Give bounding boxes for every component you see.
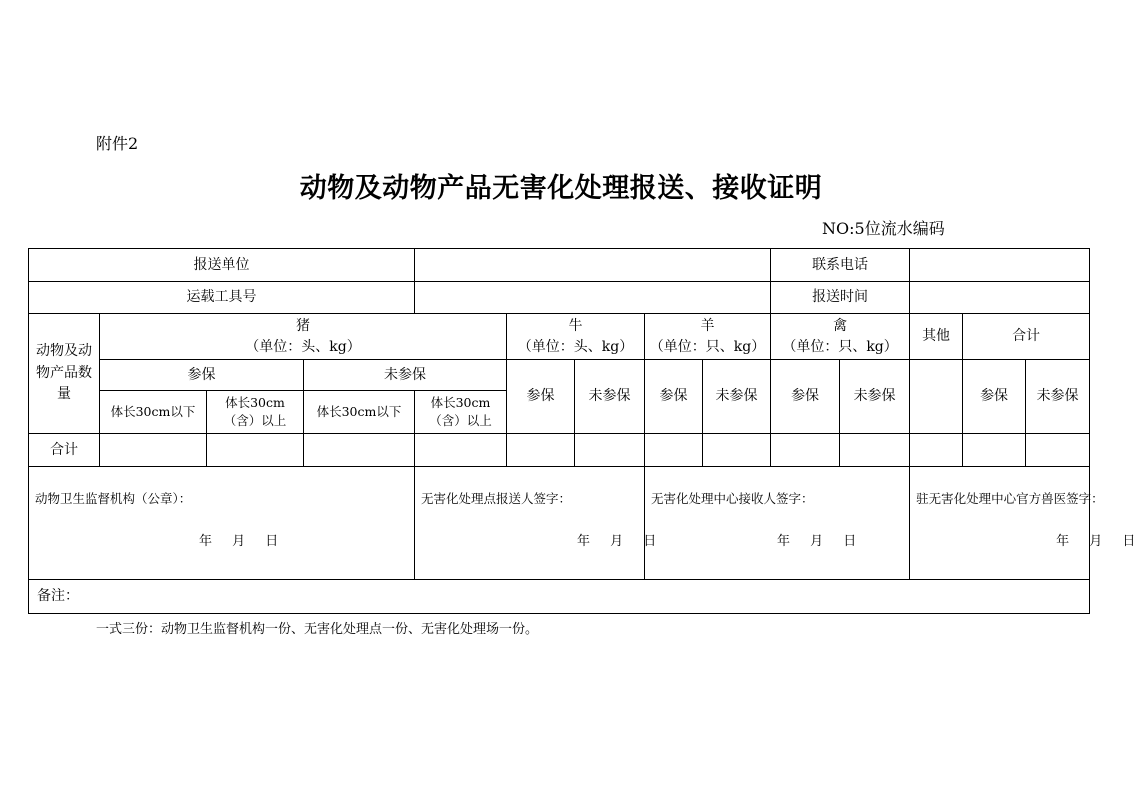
vet-signature-date: 年 月 日 <box>1056 534 1135 549</box>
poultry-insured-header: 参保 <box>771 360 840 434</box>
sheep-uninsured-header: 未参保 <box>703 360 771 434</box>
pig-insured-below-30cm: 体长30cm以下 <box>100 391 207 434</box>
total-cell-cattle-insured[interactable] <box>507 434 575 467</box>
cattle-name: 牛 <box>568 318 583 335</box>
row-total <box>29 434 1090 467</box>
vet-signature-cell[interactable] <box>910 467 1135 580</box>
vehicle-no-field[interactable] <box>415 282 771 314</box>
total-cell-pig-insured-below[interactable] <box>100 434 207 467</box>
vehicle-no-label: 运载工具号 <box>29 282 415 314</box>
pig-uninsured-below-30cm: 体长30cm以下 <box>304 391 415 434</box>
report-time-field[interactable] <box>910 282 1090 314</box>
total-row-label: 合计 <box>29 434 100 467</box>
total-cell-poultry-insured[interactable] <box>771 434 840 467</box>
total-cell-poultry-uninsured[interactable] <box>840 434 910 467</box>
certificate-form-table <box>28 248 1135 614</box>
sheep-unit: （单位：只、kg） <box>649 338 766 355</box>
row-vehicle-no <box>29 282 1090 314</box>
total-uninsured-header: 未参保 <box>1026 360 1090 434</box>
agency-signature-date: 年 月 日 <box>199 534 279 549</box>
remarks-cell[interactable] <box>29 580 1090 614</box>
cattle-header <box>507 314 645 360</box>
pig-header <box>100 314 507 360</box>
receiver-signature-date: 年 月 日 <box>777 534 857 549</box>
pig-unit: （单位：头、kg） <box>245 338 361 355</box>
agency-signature-label: 动物卫生监督机构（公章）： <box>35 491 192 506</box>
total-cell-pig-uninsured-above[interactable] <box>415 434 507 467</box>
sender-signature-cell[interactable] <box>415 467 657 580</box>
page-title: 动物及动物产品无害化处理报送、接收证明 <box>299 173 823 204</box>
poultry-uninsured-header: 未参保 <box>840 360 910 434</box>
serial-number: NO:5位流水编码 <box>822 219 945 238</box>
length-above-line1: 体长30cm <box>225 394 285 410</box>
total-insured-header: 参保 <box>963 360 1026 434</box>
report-time-label: 报送时间 <box>771 282 910 314</box>
footnote: 一式三份：动物卫生监督机构一份、无害化处理点一份、无害化处理场一份。 <box>96 622 539 637</box>
total-cell-sheep-uninsured[interactable] <box>703 434 771 467</box>
length-above-line2: （含）以上 <box>429 413 492 428</box>
poultry-unit: （单位：只、kg） <box>782 338 898 355</box>
total-cell-total-uninsured[interactable] <box>1026 434 1090 467</box>
attachment-label: 附件2 <box>96 134 139 153</box>
agency-signature-cell[interactable] <box>29 467 415 580</box>
length-above-line1: 体长30cm <box>430 394 491 410</box>
pig-insured-above-30cm <box>207 391 304 434</box>
contact-phone-field[interactable] <box>910 249 1090 282</box>
cattle-unit: （单位：头、kg） <box>517 338 634 355</box>
contact-phone-label: 联系电话 <box>771 249 910 282</box>
quantity-label: 动物及动物产品数量 <box>29 314 100 434</box>
cattle-insured-header: 参保 <box>507 360 575 434</box>
sender-signature-label: 无害化处理点报送人签字： <box>421 491 572 506</box>
total-cell-sheep-insured[interactable] <box>645 434 703 467</box>
pig-insured-header: 参保 <box>100 360 304 391</box>
sender-signature-date: 年 月 日 <box>577 534 657 549</box>
poultry-header <box>771 314 910 360</box>
total-cell-pig-insured-above[interactable] <box>207 434 304 467</box>
row-reporting-unit <box>29 249 1090 282</box>
remarks-label: 备注： <box>37 588 79 605</box>
total-cell-other[interactable] <box>910 434 963 467</box>
total-header: 合计 <box>963 314 1090 360</box>
receiver-signature-label: 无害化处理中心接收人签字： <box>651 491 814 506</box>
poultry-name: 禽 <box>833 318 848 335</box>
cattle-uninsured-header: 未参保 <box>575 360 645 434</box>
row-species-header <box>29 314 1090 360</box>
reporting-unit-label: 报送单位 <box>29 249 415 282</box>
row-signatures <box>29 467 1090 580</box>
sheep-header <box>645 314 771 360</box>
row-remarks <box>29 580 1090 614</box>
reporting-unit-field[interactable] <box>415 249 771 282</box>
vet-signature-label: 驻无害化处理中心官方兽医签字： <box>916 491 1104 506</box>
pig-uninsured-above-30cm <box>415 391 507 434</box>
pig-name: 猪 <box>296 318 310 335</box>
other-header: 其他 <box>910 314 963 360</box>
sheep-name: 羊 <box>700 318 715 335</box>
receiver-signature-cell[interactable] <box>645 467 910 580</box>
total-cell-cattle-uninsured[interactable] <box>575 434 645 467</box>
sheep-insured-header: 参保 <box>645 360 703 434</box>
total-cell-pig-uninsured-below[interactable] <box>304 434 415 467</box>
row-insurance-header <box>29 360 1090 391</box>
length-above-line2: （含）以上 <box>223 413 287 428</box>
other-cell[interactable] <box>910 360 963 434</box>
pig-uninsured-header: 未参保 <box>304 360 507 391</box>
total-cell-total-insured[interactable] <box>963 434 1026 467</box>
